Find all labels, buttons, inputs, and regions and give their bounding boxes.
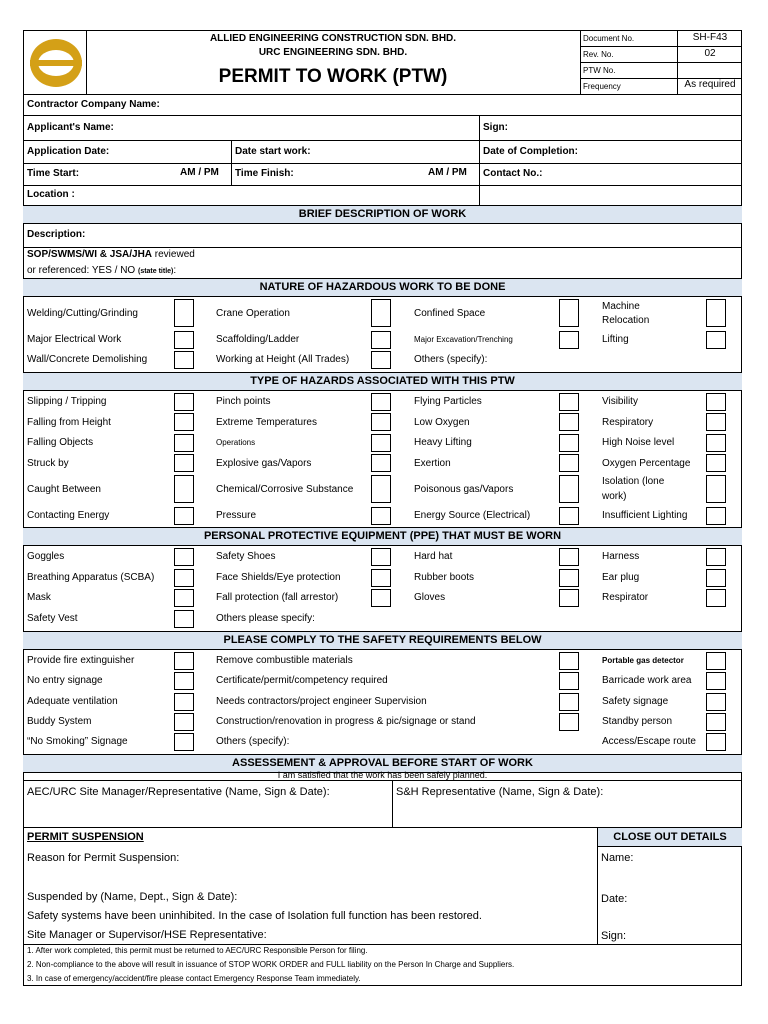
checkbox-chemical[interactable] xyxy=(371,475,391,503)
checkbox-no-entry[interactable] xyxy=(174,672,194,690)
hazard-extreme-temp: Extreme Temperatures xyxy=(216,417,317,428)
rev-no-label: Rev. No. xyxy=(583,50,614,59)
hazard-poisonous: Poisonous gas/Vapors xyxy=(414,484,514,495)
hazard-isolation-2: work) xyxy=(602,491,627,502)
checkbox-fire-extinguisher[interactable] xyxy=(174,652,194,670)
checkbox-ventilation[interactable] xyxy=(174,693,194,711)
checkbox-operations[interactable] xyxy=(371,434,391,452)
nature-relocation: Relocation xyxy=(602,315,650,326)
checkbox-certificate[interactable] xyxy=(559,672,579,690)
checkbox-explosive[interactable] xyxy=(371,454,391,472)
checkbox-supervision[interactable] xyxy=(559,693,579,711)
req-remove-combustible: Remove combustible materials xyxy=(216,655,353,666)
hazard-struck-by: Struck by xyxy=(27,458,69,469)
company-name-2: URC ENGINEERING SDN. BHD. xyxy=(258,47,408,58)
checkbox-noise[interactable] xyxy=(706,434,726,452)
checkbox-struck-by[interactable] xyxy=(174,454,194,472)
checkbox-welding[interactable] xyxy=(174,299,194,327)
hazard-exertion: Exertion xyxy=(414,458,451,469)
time-finish-ampm[interactable]: AM / PM xyxy=(428,167,467,178)
checkbox-machine[interactable] xyxy=(706,299,726,327)
checkbox-contacting-energy[interactable] xyxy=(174,507,194,525)
checkbox-barricade[interactable] xyxy=(706,672,726,690)
hazard-contacting-energy: Contacting Energy xyxy=(27,510,110,521)
checkbox-fall-protection[interactable] xyxy=(371,589,391,607)
checkbox-oxygen-pct[interactable] xyxy=(706,454,726,472)
hazard-falling-objects: Falling Objects xyxy=(27,437,94,448)
hazard-energy-source: Energy Source (Electrical) xyxy=(414,510,531,521)
checkbox-safety-shoes[interactable] xyxy=(371,548,391,566)
aec-signature-field[interactable]: AEC/URC Site Manager/Representative (Name, Sign & Date): xyxy=(27,786,330,798)
hazard-pinch: Pinch points xyxy=(216,396,271,407)
nature-demolishing: Wall/Concrete Demolishing xyxy=(27,354,148,365)
site-manager-field[interactable]: Site Manager or Supervisor/HSE Representative: xyxy=(27,929,267,941)
checkbox-goggles[interactable] xyxy=(174,548,194,566)
req-certificate: Certificate/permit/competency required xyxy=(216,675,388,686)
checkbox-standby[interactable] xyxy=(706,713,726,731)
sop-line xyxy=(27,249,195,261)
section-assessment: ASSESSEMENT & APPROVAL BEFORE START OF WORK xyxy=(23,754,742,773)
req-no-smoking: “No Smoking” Signage xyxy=(27,736,128,747)
state-title: (state title) xyxy=(137,268,174,275)
checkbox-ear-plug[interactable] xyxy=(706,569,726,587)
req-buddy: Buddy System xyxy=(27,716,92,727)
checkbox-buddy[interactable] xyxy=(174,713,194,731)
nature-machine: Machine xyxy=(602,301,640,312)
sop-reviewed: reviewed xyxy=(152,249,195,260)
checkbox-falling-height[interactable] xyxy=(174,413,194,431)
checkbox-pressure[interactable] xyxy=(371,507,391,525)
checkbox-respirator[interactable] xyxy=(706,589,726,607)
ppe-goggles: Goggles xyxy=(27,551,65,562)
checkbox-pinch[interactable] xyxy=(371,393,391,411)
checkbox-extreme-temp[interactable] xyxy=(371,413,391,431)
checkbox-poisonous[interactable] xyxy=(559,475,579,503)
checkbox-gas-detector[interactable] xyxy=(706,652,726,670)
section-brief-description: BRIEF DESCRIPTION OF WORK xyxy=(23,205,742,224)
hazard-heavy-lifting: Heavy Lifting xyxy=(414,437,472,448)
checkbox-demolishing[interactable] xyxy=(174,351,194,369)
hazard-operations: Operations xyxy=(216,438,256,447)
date-start-field[interactable]: Date start work: xyxy=(235,146,311,157)
ppe-scba: Breathing Apparatus (SCBA) xyxy=(27,572,155,583)
req-no-entry: No entry signage xyxy=(27,675,103,686)
ppe-ear-plug: Ear plug xyxy=(602,572,640,583)
hazard-flying: Flying Particles xyxy=(414,396,482,407)
application-date-field[interactable]: Application Date: xyxy=(27,146,110,157)
checkbox-caught-between[interactable] xyxy=(174,475,194,503)
checkbox-confined[interactable] xyxy=(559,299,579,327)
sh-signature-field[interactable]: S&H Representative (Name, Sign & Date): xyxy=(396,786,604,798)
contact-no-field[interactable]: Contact No.: xyxy=(483,168,543,179)
ppe-harness: Harness xyxy=(602,551,640,562)
checkbox-access-route[interactable] xyxy=(706,733,726,751)
checkbox-construction[interactable] xyxy=(559,713,579,731)
checkbox-face-shields[interactable] xyxy=(371,569,391,587)
nature-excavation: Major Excavation/Trenching xyxy=(414,335,513,344)
hazard-explosive: Explosive gas/Vapors xyxy=(216,458,312,469)
closeout-title: CLOSE OUT DETAILS xyxy=(613,831,727,843)
ppe-others: Others please specify: xyxy=(216,613,315,624)
nature-confined: Confined Space xyxy=(414,308,486,319)
checkbox-isolation[interactable] xyxy=(706,475,726,503)
ppe-safety-shoes: Safety Shoes xyxy=(216,551,276,562)
nature-welding: Welding/Cutting/Grinding xyxy=(27,308,138,319)
req-construction: Construction/renovation in progress & pic/signage or stand xyxy=(216,716,476,727)
applicant-name-field[interactable]: Applicant's Name: xyxy=(27,122,114,133)
hazard-oxygen-pct: Oxygen Percentage xyxy=(602,458,691,469)
company-name-1: ALLIED ENGINEERING CONSTRUCTION SDN. BHD. xyxy=(209,33,457,44)
ppe-face-shields: Face Shields/Eye protection xyxy=(216,572,341,583)
suspension-reason-field[interactable]: Reason for Permit Suspension: xyxy=(27,852,180,864)
checkbox-low-oxygen[interactable] xyxy=(559,413,579,431)
ppe-rubber-boots: Rubber boots xyxy=(414,572,475,583)
hazard-pressure: Pressure xyxy=(216,510,257,521)
nature-electrical: Major Electrical Work xyxy=(27,334,122,345)
note-1: 1. After work completed, this permit must be returned to AEC/URC Responsible Person for filing. xyxy=(27,946,368,955)
referenced-text: or referenced: YES / NO xyxy=(27,265,136,276)
checkbox-energy-source[interactable] xyxy=(559,507,579,525)
checkbox-no-smoking[interactable] xyxy=(174,733,194,751)
nature-scaffolding: Scaffolding/Ladder xyxy=(216,334,300,345)
checkbox-crane[interactable] xyxy=(371,299,391,327)
nature-crane: Crane Operation xyxy=(216,308,290,319)
safety-systems-statement: Safety systems have been uninhibited. In the case of Isolation full function has been restored. xyxy=(27,910,482,922)
checkbox-scaffolding[interactable] xyxy=(371,331,391,349)
doc-no-value: SH-F43 xyxy=(692,32,728,43)
nature-lifting: Lifting xyxy=(602,334,629,345)
ppe-respirator: Respirator xyxy=(602,592,649,603)
hazard-chemical: Chemical/Corrosive Substance xyxy=(216,484,354,495)
section-nature-of-work: NATURE OF HAZARDOUS WORK TO BE DONE xyxy=(23,278,742,297)
ppe-fall-protection: Fall protection (fall arrestor) xyxy=(216,592,339,603)
closeout-date-field[interactable]: Date: xyxy=(601,893,628,905)
checkbox-excavation[interactable] xyxy=(559,331,579,349)
ppe-mask: Mask xyxy=(27,592,51,603)
date-completion-field[interactable]: Date of Completion: xyxy=(483,146,578,157)
referenced-colon: : xyxy=(173,265,177,276)
hazard-lighting: Insufficient Lighting xyxy=(602,510,688,521)
req-safety-signage: Safety signage xyxy=(602,696,669,707)
hazard-caught-between: Caught Between xyxy=(27,484,101,495)
ppe-hard-hat: Hard hat xyxy=(414,551,453,562)
page-title: PERMIT TO WORK (PTW) xyxy=(218,66,448,87)
checkbox-lifting[interactable] xyxy=(706,331,726,349)
ppe-gloves: Gloves xyxy=(414,592,446,603)
permit-suspension-title: PERMIT SUSPENSION xyxy=(27,831,144,843)
referenced-line[interactable] xyxy=(27,265,176,278)
nature-others: Others (specify): xyxy=(414,354,488,365)
checkbox-hard-hat[interactable] xyxy=(559,548,579,566)
description-field[interactable]: Description: xyxy=(27,229,86,240)
hazard-slipping: Slipping / Tripping xyxy=(27,396,107,407)
checkbox-mask[interactable] xyxy=(174,589,194,607)
checkbox-gloves[interactable] xyxy=(559,589,579,607)
checkbox-respiratory[interactable] xyxy=(706,413,726,431)
req-ventilation: Adequate ventilation xyxy=(27,696,118,707)
suspended-by-field[interactable]: Suspended by (Name, Dept., Sign & Date): xyxy=(27,891,238,903)
section-hazard-types: TYPE OF HAZARDS ASSOCIATED WITH THIS PTW xyxy=(23,372,742,391)
time-start-field[interactable]: Time Start: xyxy=(27,168,80,179)
doc-no-label: Document No. xyxy=(583,34,635,43)
location-field[interactable]: Location : xyxy=(27,189,75,200)
req-barricade: Barricade work area xyxy=(602,675,692,686)
contractor-field[interactable]: Contractor Company Name: xyxy=(27,99,160,110)
hazard-low-oxygen: Low Oxygen xyxy=(414,417,470,428)
ppe-safety-vest: Safety Vest xyxy=(27,613,78,624)
checkbox-scba[interactable] xyxy=(174,569,194,587)
req-others: Others (specify): xyxy=(216,736,290,747)
sop-bold: SOP/SWMS/WI & JSA/JHA xyxy=(27,249,153,260)
hazard-respiratory: Respiratory xyxy=(602,417,654,428)
frequency-value: As required xyxy=(684,79,736,90)
checkbox-slipping[interactable] xyxy=(174,393,194,411)
time-start-ampm[interactable]: AM / PM xyxy=(180,167,219,178)
section-ppe: PERSONAL PROTECTIVE EQUIPMENT (PPE) THAT MUST BE WORN xyxy=(23,527,742,546)
checkbox-electrical[interactable] xyxy=(174,331,194,349)
checkbox-flying[interactable] xyxy=(559,393,579,411)
checkbox-remove-combustible[interactable] xyxy=(559,652,579,670)
req-fire-extinguisher: Provide fire extinguisher xyxy=(27,655,135,666)
closeout-name-field[interactable]: Name: xyxy=(601,852,634,864)
hazard-noise: High Noise level xyxy=(602,437,675,448)
hazard-isolation: Isolation (lone xyxy=(602,476,665,487)
time-finish-field[interactable]: Time Finish: xyxy=(235,168,294,179)
req-gas-detector: Portable gas detector xyxy=(602,656,684,665)
checkbox-heavy-lifting[interactable] xyxy=(559,434,579,452)
ptw-no-label: PTW No. xyxy=(583,66,616,75)
section-safety-requirements: PLEASE COMPLY TO THE SAFETY REQUIREMENTS BELOW xyxy=(23,631,742,650)
satisfied-statement: I am satisfied that the work has been safely planned. xyxy=(277,770,488,780)
req-supervision: Needs contractors/project engineer Supervision xyxy=(216,696,427,707)
hazard-falling-height: Falling from Height xyxy=(27,417,111,428)
hazard-visibility: Visibility xyxy=(602,396,638,407)
checkbox-safety-signage[interactable] xyxy=(706,693,726,711)
closeout-sign-field[interactable]: Sign: xyxy=(601,930,627,942)
rev-no-value: 02 xyxy=(704,48,716,59)
note-3: 3. In case of emergency/accident/fire please contact Emergency Response Team immediately. xyxy=(27,974,361,983)
checkbox-lighting[interactable] xyxy=(706,507,726,525)
checkbox-safety-vest[interactable] xyxy=(174,610,194,628)
checkbox-rubber-boots[interactable] xyxy=(559,569,579,587)
checkbox-falling-objects[interactable] xyxy=(174,434,194,452)
checkbox-height[interactable] xyxy=(371,351,391,369)
applicant-sign-field[interactable]: Sign: xyxy=(483,122,508,133)
company-logo xyxy=(28,37,84,89)
checkbox-exertion[interactable] xyxy=(559,454,579,472)
nature-height: Working at Height (All Trades) xyxy=(216,354,350,365)
req-access-route: Access/Escape route xyxy=(602,736,696,747)
req-standby: Standby person xyxy=(602,716,673,727)
checkbox-harness[interactable] xyxy=(706,548,726,566)
note-2: 2. Non-compliance to the above will result in issuance of STOP WORK ORDER and FULL liability on the Person In Charge and Suppliers. xyxy=(27,960,515,969)
frequency-label: Frequency xyxy=(583,82,621,91)
checkbox-visibility[interactable] xyxy=(706,393,726,411)
